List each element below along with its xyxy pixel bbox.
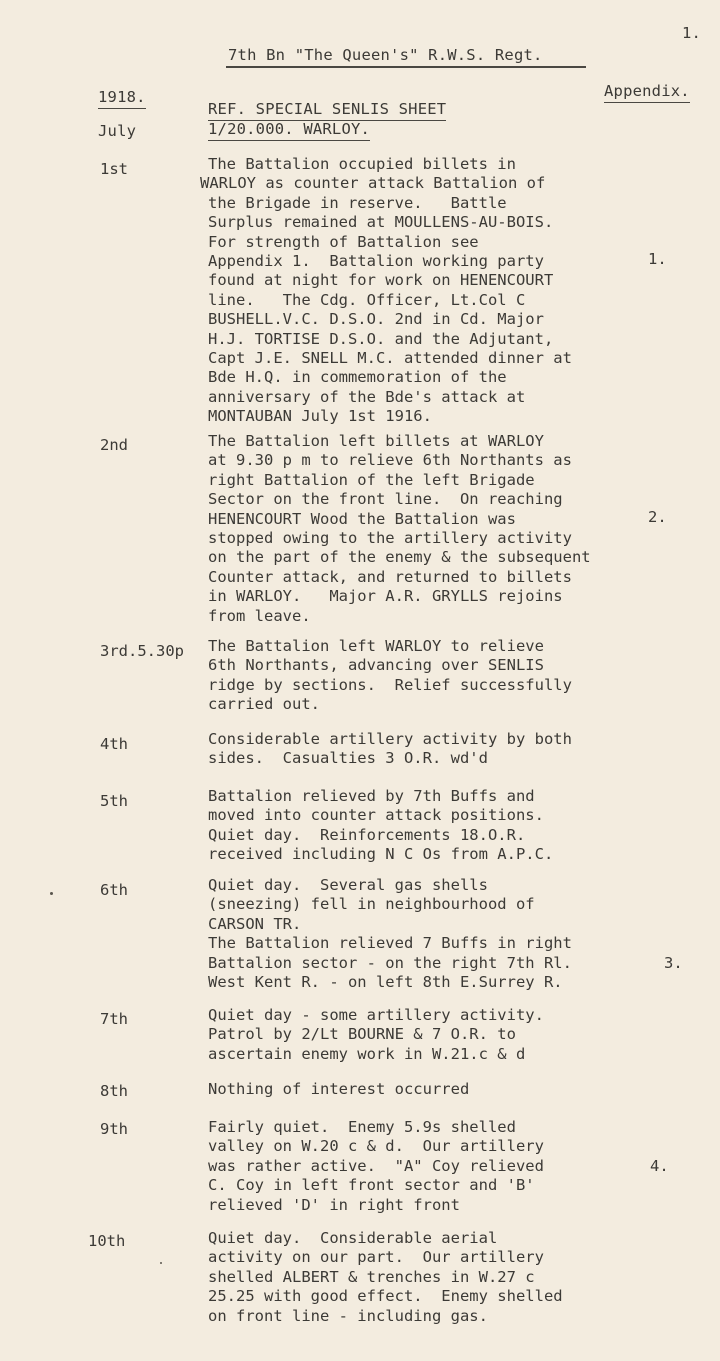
- entry-line: WARLOY as counter attack Battalion of: [200, 174, 546, 193]
- entry-date: 5th: [100, 792, 128, 810]
- entry-line: Quiet day - some artillery activity.: [208, 1006, 544, 1024]
- entry-line: moved into counter attack positions.: [208, 806, 544, 825]
- entry-line: Quiet day. Considerable aerial: [208, 1229, 498, 1247]
- entry-line: 25.25 with good effect. Enemy shelled: [208, 1287, 563, 1306]
- year-label: 1918.: [98, 88, 146, 109]
- entry-line: Surplus remained at MOULLENS-AU-BOIS.: [208, 213, 554, 232]
- appendix-ref: 4.: [650, 1157, 669, 1175]
- entry-line: Appendix 1. Battalion working party: [208, 252, 544, 271]
- title-underline: [226, 66, 586, 68]
- entry-line: right Battalion of the left Brigade: [208, 470, 535, 489]
- entry-line: Patrol by 2/Lt BOURNE & 7 O.R. to: [208, 1025, 516, 1044]
- entry-line: The Battalion left billets at WARLOY: [208, 432, 544, 450]
- entry-line: MONTAUBAN July 1st 1916.: [208, 407, 432, 426]
- entry-line: on front line - including gas.: [208, 1306, 488, 1325]
- month-label: July: [98, 122, 137, 140]
- entry-line: stopped owing to the artillery activity: [208, 529, 572, 548]
- appendix-heading: Appendix.: [604, 82, 690, 103]
- entry-text: [208, 730, 678, 769]
- entry-line: activity on our part. Our artillery: [208, 1248, 544, 1267]
- entry-date: 8th: [100, 1082, 128, 1100]
- appendix-ref: 1.: [648, 250, 667, 268]
- entry-line: at 9.30 p m to relieve 6th Northants as: [208, 451, 572, 470]
- entry-line: H.J. TORTISE D.S.O. and the Adjutant,: [208, 329, 554, 348]
- entry-line: in WARLOY. Major A.R. GRYLLS rejoins: [208, 587, 563, 606]
- entry-text: [208, 1118, 678, 1215]
- entry-line: Quiet day. Several gas shells: [208, 876, 488, 894]
- entry-line: from leave.: [208, 606, 311, 625]
- entry-line: anniversary of the Bde's attack at: [208, 387, 526, 406]
- ink-speck: [160, 1262, 162, 1264]
- entry-line: Sector on the front line. On reaching: [208, 490, 563, 509]
- entry-text: [208, 1229, 678, 1326]
- entry-line: shelled ALBERT & trenches in W.27 c: [208, 1267, 535, 1286]
- entry-line: HENENCOURT Wood the Battalion was: [208, 509, 516, 528]
- entry-line: carried out.: [208, 695, 320, 714]
- entry-date: 4th: [100, 735, 128, 753]
- entry-line: West Kent R. - on left 8th E.Surrey R.: [208, 973, 563, 992]
- entry-line: For strength of Battalion see: [208, 232, 479, 251]
- entry-line: was rather active. "A" Coy relieved: [208, 1156, 544, 1175]
- entry-line: The Battalion left WARLOY to relieve: [208, 637, 544, 655]
- entry-line: relieved 'D' in right front: [208, 1195, 460, 1214]
- entry-line: valley on W.20 c & d. Our artillery: [208, 1137, 544, 1156]
- entry-date: 9th: [100, 1120, 128, 1138]
- entry-text: [208, 876, 678, 992]
- entry-text: [200, 155, 678, 427]
- page-number: 1.: [682, 24, 702, 42]
- entry-line: the Brigade in reserve. Battle: [208, 193, 507, 212]
- entry-line: (sneezing) fell in neighbourhood of: [208, 895, 535, 914]
- entry-line: Battalion sector - on the right 7th Rl.: [208, 953, 572, 972]
- ref-line-2: 1/20.000. WARLOY.: [208, 120, 370, 141]
- appendix-ref: 2.: [648, 508, 667, 526]
- entry-date: 6th: [100, 881, 128, 899]
- entry-line: 6th Northants, advancing over SENLIS: [208, 656, 544, 675]
- entry-line: The Battalion relieved 7 Buffs in right: [208, 934, 572, 953]
- entry-line: CARSON TR.: [208, 914, 302, 933]
- entry-text: [208, 432, 678, 626]
- entry-text: [208, 787, 678, 865]
- ink-speck: [50, 892, 53, 895]
- entry-line: ascertain enemy work in W.21.c & d: [208, 1044, 526, 1063]
- entry-line: line. The Cdg. Officer, Lt.Col C: [208, 290, 526, 309]
- entry-line: Capt J.E. SNELL M.C. attended dinner at: [208, 349, 572, 368]
- entry-line: Battalion relieved by 7th Buffs and: [208, 787, 535, 805]
- appendix-ref: 3.: [664, 954, 683, 972]
- entry-date: 3rd.5.30p: [100, 642, 184, 660]
- entry-line: The Battalion occupied billets in: [208, 155, 516, 173]
- entry-line: Counter attack, and returned to billets: [208, 567, 572, 586]
- entry-date: 10th: [88, 1232, 126, 1250]
- entry-line: found at night for work on HENENCOURT: [208, 271, 554, 290]
- page-title: 7th Bn "The Queen's" R.W.S. Regt.: [228, 46, 543, 64]
- entry-text: [208, 637, 678, 715]
- entry-line: Quiet day. Reinforcements 18.O.R.: [208, 825, 526, 844]
- entry-line: BUSHELL.V.C. D.S.O. 2nd in Cd. Major: [208, 310, 544, 329]
- entry-line: Considerable artillery activity by both: [208, 730, 572, 748]
- entry-date: 2nd: [100, 436, 128, 454]
- entry-line: Bde H.Q. in commemoration of the: [208, 368, 507, 387]
- entry-line: ridge by sections. Relief successfully: [208, 675, 572, 694]
- entry-text: [208, 1080, 678, 1099]
- entry-line: sides. Casualties 3 O.R. wd'd: [208, 749, 488, 768]
- entry-date: 1st: [100, 160, 128, 178]
- entry-line: on the part of the enemy & the subsequent: [208, 548, 591, 567]
- entry-line: received including N C Os from A.P.C.: [208, 845, 554, 864]
- entry-text: [208, 1006, 678, 1064]
- entry-line: Nothing of interest occurred: [208, 1080, 470, 1098]
- ref-line-1: REF. SPECIAL SENLIS SHEET: [208, 100, 446, 121]
- entry-line: Fairly quiet. Enemy 5.9s shelled: [208, 1118, 516, 1136]
- entry-line: C. Coy in left front sector and 'B': [208, 1176, 535, 1195]
- entry-date: 7th: [100, 1010, 128, 1028]
